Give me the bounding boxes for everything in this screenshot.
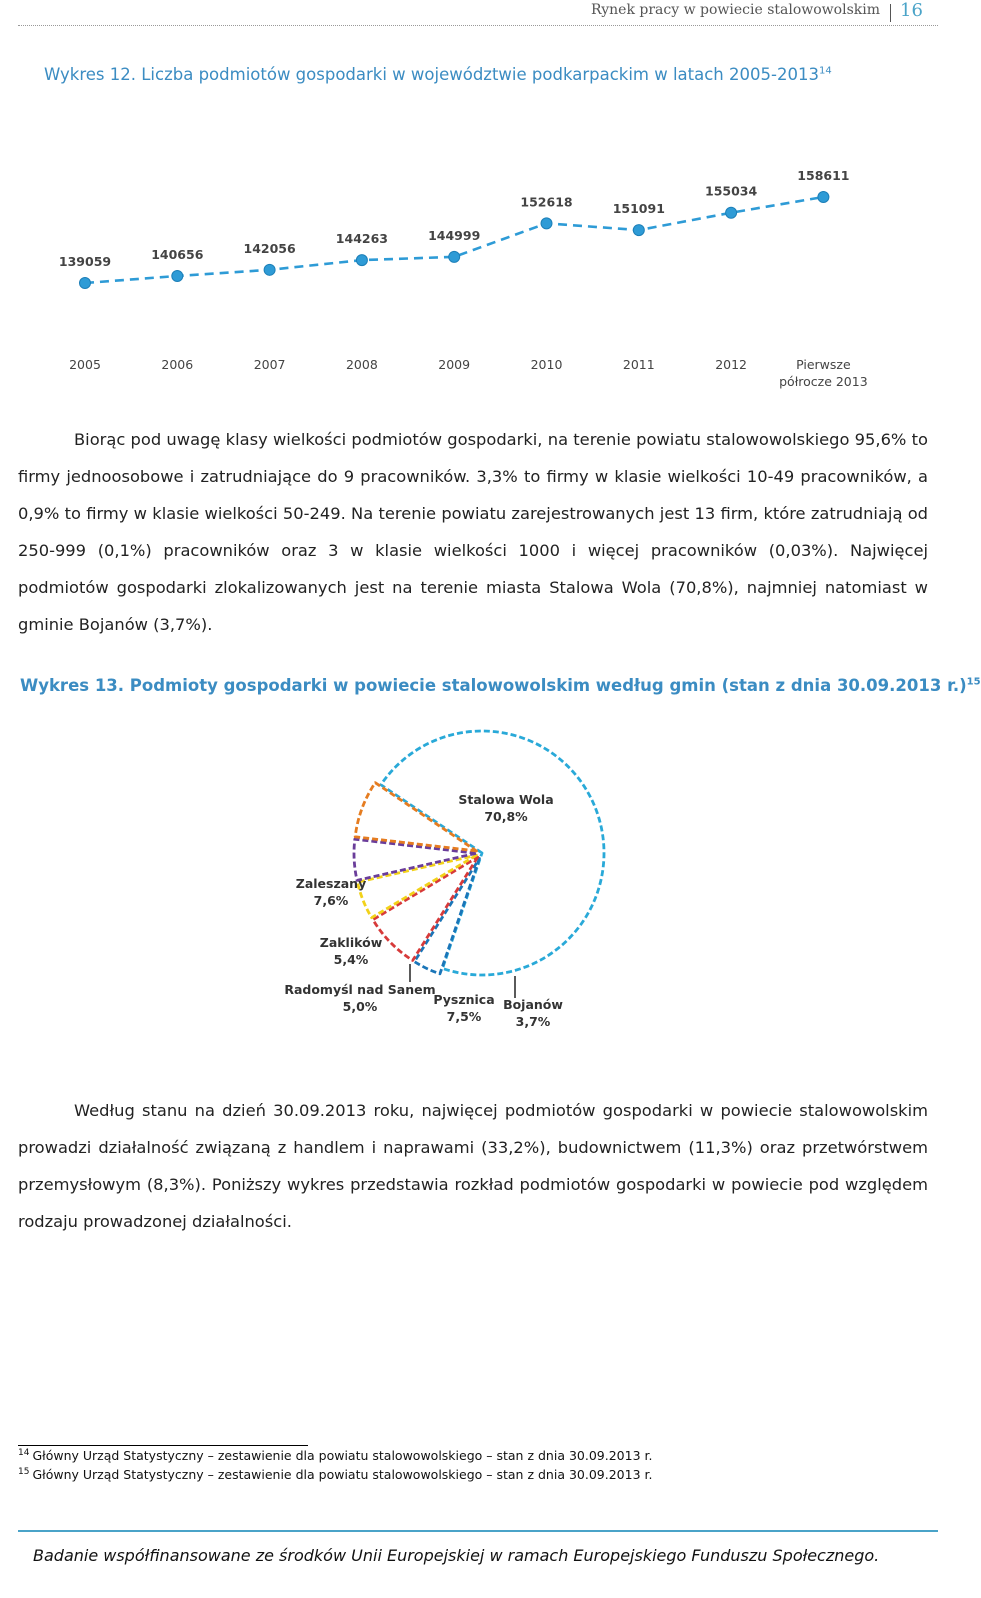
chart2-footnote-ref: 15 [966, 676, 981, 688]
running-header-title: Rynek pracy w powiecie stalowowolskim [590, 2, 880, 18]
data-label: 140656 [151, 246, 204, 262]
line-chart [0, 150, 960, 400]
slice-value-label: 3,7% [515, 1014, 551, 1029]
slice-label: Zaleszany [295, 876, 367, 891]
footnote-text: Główny Urząd Statystyczny – zestawienie dla powiatu stalowowolskiego – stan z dnia 30.09.2013 r. [32, 1448, 653, 1464]
footnote-number: 14 [18, 1448, 30, 1458]
x-tick-label: 2009 [438, 357, 471, 372]
slice-label: Stalowa Wola [458, 792, 554, 807]
header-divider [18, 25, 938, 26]
paragraph-enterprise-size [18, 421, 928, 643]
chart1-caption [44, 65, 832, 84]
data-label: 155034 [705, 183, 758, 199]
chart1-footnote-ref: 14 [818, 65, 832, 77]
data-point [264, 264, 275, 275]
pie-chart [260, 720, 660, 1060]
paragraph1-text: Biorąc pod uwagę klasy wielkości podmiotów gospodarki, na terenie powiatu stalowowolskiego 95,6% to firmy jednoosobowe i zatrudniające do 9 pracowników. 3,3% to firmy w klasie wielkości 10-49 pracowników, a 0,9% to firmy w klasie wielkości 50-249. Na terenie powiatu zarejestrowanych jest 13 firm, które zatrudniają od 250-999 (0,1%) pracowników oraz 3 w klasie wielkości 1000 i więcej pracowników (0,03%). Najwięcej podmiotów gospodarki zlokalizowanych jest na terenie miasta Stalowa Wola (70,8%), najmniej natomiast w gminie Bojanów (3,7%). [18, 430, 928, 634]
footnote-rule [18, 1445, 308, 1446]
data-point [172, 270, 183, 281]
x-tick-label: 2007 [253, 357, 286, 372]
slice-label: Radomyśl nad Sanem [284, 982, 436, 997]
footer-rule [18, 1530, 938, 1532]
data-point [356, 255, 367, 266]
footnote-14 [18, 1448, 652, 1463]
paragraph2-text: Według stanu na dzień 30.09.2013 roku, najwięcej podmiotów gospodarki w powiecie stalowowolskim prowadzi działalność związaną z handlem i naprawami (33,2%), budownictwem (11,3%) oraz przetwórstwem przemysłowym (8,3%). Poniższy wykres przedstawia rozkład podmiotów gospodarki w powiecie pod względem rodzaju prowadzonej działalności. [18, 1101, 928, 1231]
data-label: 142056 [243, 240, 296, 256]
data-point [541, 218, 552, 229]
data-label: 144263 [335, 231, 388, 247]
footnote-text: Główny Urząd Statystyczny – zestawienie dla powiatu stalowowolskiego – stan z dnia 30.09.2013 r. [32, 1467, 653, 1483]
slice-value-label: 70,8% [484, 809, 528, 824]
data-point [449, 251, 460, 262]
slice-value-label: 7,5% [446, 1009, 482, 1024]
data-label: 144999 [428, 227, 481, 243]
page-number: 16 [900, 0, 923, 21]
slice-value-label: 5,0% [342, 999, 378, 1014]
data-label: 151091 [612, 201, 665, 217]
x-tick-label: 2011 [622, 357, 655, 372]
footer-note: Badanie współfinansowane ze środków Unii Europejskiej w ramach Europejskiego Funduszu Społecznego. [33, 1546, 880, 1565]
x-tick-label: 2005 [69, 357, 101, 372]
x-tick-label: 2006 [161, 357, 194, 372]
data-point [818, 192, 829, 203]
data-point [80, 278, 91, 289]
footnote-number: 15 [18, 1467, 30, 1477]
data-label: 139059 [58, 254, 112, 269]
x-tick-label: 2012 [715, 357, 748, 372]
slice-label: Pysznica [433, 992, 495, 1007]
data-point [726, 207, 737, 218]
x-tick-label: 2008 [345, 357, 378, 372]
data-label: 152618 [520, 194, 573, 210]
x-tick-label: Pierwsze półrocze 2013 [779, 357, 868, 389]
footnote-15 [18, 1467, 652, 1482]
slice-label: Bojanów [503, 997, 563, 1012]
slice-label: Zaklików [319, 935, 383, 950]
slice-value-label: 7,6% [313, 893, 349, 908]
slice-value-label: 5,4% [333, 952, 369, 967]
data-point [633, 225, 644, 236]
paragraph-activity [18, 1092, 928, 1240]
header-separator [890, 4, 891, 22]
chart2-caption-text: Wykres 13. Podmioty gospodarki w powiecie stalowowolskim według gmin (stan z dnia 30.09.2013 r.) [20, 676, 967, 695]
chart2-caption [20, 676, 981, 695]
data-label: 158611 [797, 168, 850, 183]
chart1-caption-text: Wykres 12. Liczba podmiotów gospodarki w województwie podkarpackim w latach 2005-2013 [44, 65, 819, 84]
x-tick-label: 2010 [530, 357, 563, 372]
